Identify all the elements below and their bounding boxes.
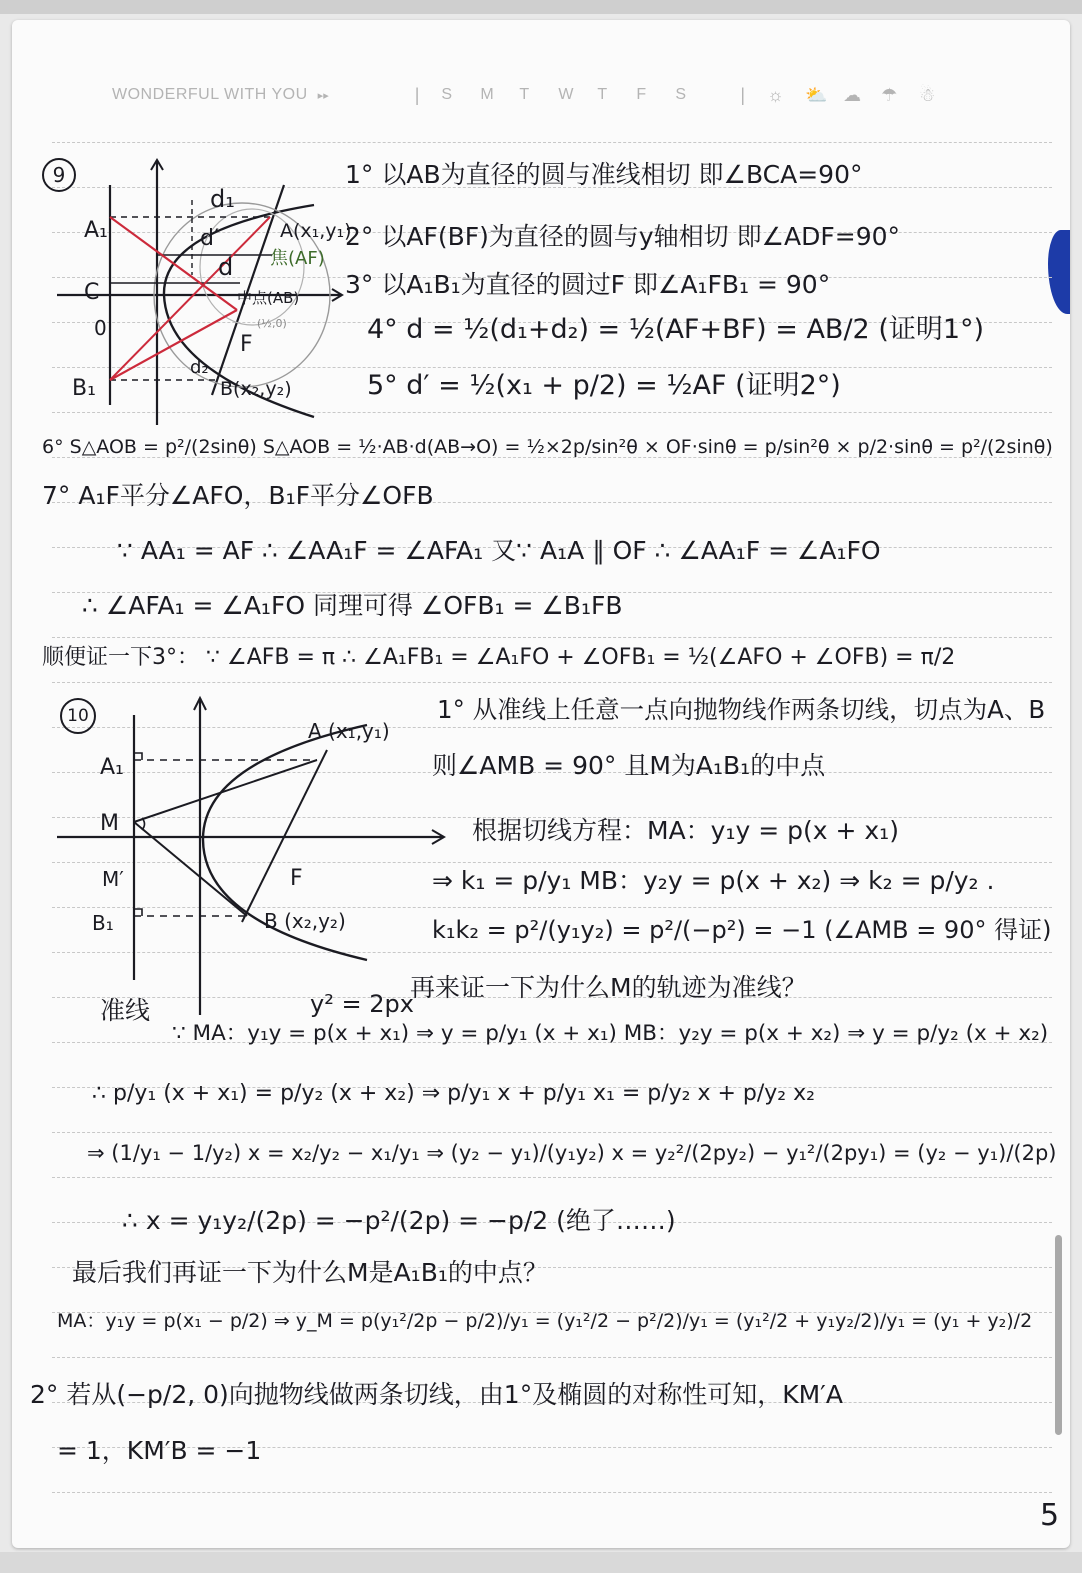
tangent-ma <box>134 760 317 822</box>
section-10-number: 10 <box>60 698 96 734</box>
day-wed: W <box>558 86 574 103</box>
label-b: B(x₂,y₂) <box>220 378 292 400</box>
section-10-line-14: = 1，KM′B = −1 <box>57 1436 262 1465</box>
page-number: 5 <box>1040 1498 1060 1533</box>
section-10-line-8: ∴ p/y₁ (x + x₁) = p/y₂ (x + x₂) ⇒ p/y₁ x + p/y₁ x₁ = p/y₂ x + p/y₂ x₂ <box>92 1081 815 1106</box>
section-9-line-8: ∵ AA₁ = AF ∴ ∠AA₁F = ∠AFA₁ 又∵ A₁A ∥ OF ∴ ∠AA₁F = ∠A₁FO <box>117 536 881 565</box>
label-a: A (x₁,y₁) <box>308 719 390 743</box>
label-directrix: 准线 <box>100 996 151 1025</box>
red-line-b1f <box>110 310 237 380</box>
section-9-line-1: 1° 以AB为直径的圆与准线相切 即∠BCA=90° <box>345 160 863 189</box>
label-d2: d₂ <box>190 357 209 378</box>
ruled-line <box>52 1492 1052 1493</box>
bottom-bar <box>0 1552 1082 1573</box>
section-9-line-6: 6° S△AOB = p²/(2sinθ) S△AOB = ½·AB·d(AB→O) = ½×2p/sin²θ × OF·sinθ = p/sin²θ × p/2·sinθ = p²/(2sinθ) <box>42 436 1053 458</box>
section-9-line-9: ∴ ∠AFA₁ = ∠A₁FO 同理可得 ∠OFB₁ = ∠B₁FB <box>82 591 623 620</box>
cloud-sun-icon: ⛅ <box>805 84 828 105</box>
ruled-line <box>52 1357 1052 1358</box>
snowman-icon: ☃ <box>919 84 936 105</box>
day-sat: S <box>675 86 687 103</box>
day-tue: T <box>519 86 530 103</box>
label-a: A(x₁,y₁) <box>280 220 352 242</box>
label-d: d <box>218 253 234 281</box>
label-mprime: M′ <box>102 867 124 891</box>
right-angle-a1 <box>134 753 142 760</box>
label-f: F <box>240 332 253 357</box>
right-angle-b1 <box>134 909 142 916</box>
section-9-line-3: 3° 以A₁B₁为直径的圆过F 即∠A₁FB₁ = 90° <box>345 270 831 299</box>
header-arrows: ▸▸ <box>317 89 329 102</box>
day-thu: T <box>597 86 608 103</box>
ruled-line <box>52 142 1052 143</box>
section-10-line-1: 1° 从准线上任意一点向抛物线作两条切线，切点为A、B <box>437 695 1046 724</box>
label-o: 0 <box>94 316 107 340</box>
section-9-number: 9 <box>42 158 76 192</box>
label-m: M <box>100 811 119 836</box>
section-10-line-13: 2° 若从(−p/2, 0)向抛物线做两条切线，由1°及椭圆的对称性可知，KM′A <box>30 1380 843 1409</box>
section-9-line-4: 4° d = ½(d₁+d₂) = ½(AF+BF) = AB/2 (证明1°) <box>367 314 985 345</box>
section-10-line-11: 最后我们再证一下为什么M是A₁B₁的中点？ <box>72 1258 548 1287</box>
label-c: C <box>84 280 100 305</box>
section-10-line-3: 根据切线方程：MA：y₁y = p(x + x₁) <box>472 816 899 845</box>
section-10-line-7: ∵ MA：y₁y = p(x + x₁) ⇒ y = p/y₁ (x + x₁) MB：y₂y = p(x + x₂) ⇒ y = p/y₂ (x + x₂) <box>172 1021 1049 1046</box>
label-mid-note: 中点(AB) <box>237 289 300 307</box>
header-separator-2: | <box>740 84 746 105</box>
top-bar <box>0 0 1082 14</box>
section-10-line-4: ⇒ k₁ = p/y₁ MB：y₂y = p(x + x₂) ⇒ k₂ = p/y₂ . <box>432 866 995 895</box>
label-b1: B₁ <box>92 911 114 935</box>
section-10-line-5: k₁k₂ = p²/(y₁y₂) = p²/(−p²) = −1 (∠AMB = 90° 得证) <box>432 916 1052 944</box>
parabola-focal-chord-figure <box>52 155 352 435</box>
label-b: B (x₂,y₂) <box>264 909 346 933</box>
ink-blot <box>1048 230 1070 314</box>
section-10-line-10: ∴ x = y₁y₂/(2p) = −p²/(2p) = −p/2 (绝了……) <box>122 1206 676 1235</box>
label-a1: A₁ <box>84 218 108 243</box>
ruled-line <box>52 682 1052 683</box>
header-brand: WONDERFUL WITH YOU <box>112 86 308 103</box>
section-10-line-12: MA：y₁y = p(x₁ − p/2) ⇒ y_M = p(y₁²/2p − p/2)/y₁ = (y₁²/2 − p²/2)/y₁ = (y₁²/2 + y₁y₂/2)/y₁ = (y₁ + y₂)/2 <box>57 1310 1033 1332</box>
label-d1: d₁ <box>210 185 235 213</box>
scrollbar[interactable] <box>1055 1235 1062 1435</box>
label-f: F <box>290 866 303 891</box>
section-9-line-5: 5° d′ = ½(x₁ + p/2) = ½AF (证明2°) <box>367 370 841 401</box>
label-b1: B₁ <box>72 376 96 401</box>
section-9-line-7: 7° A₁F平分∠AFO，B₁F平分∠OFB <box>42 481 434 510</box>
parabola-tangent-figure <box>52 690 452 1020</box>
ruled-line <box>52 1177 1052 1178</box>
notebook-page <box>12 20 1070 1548</box>
page-header <box>112 82 957 108</box>
day-sun: S <box>441 86 453 103</box>
section-10-line-6: 再来证一下为什么M的轨迹为准线？ <box>410 973 807 1002</box>
label-equation: y² = 2px <box>310 990 414 1018</box>
section-10-line-9: ⇒ (1/y₁ − 1/y₂) x = x₂/y₂ − x₁/y₁ ⇒ (y₂ − y₁)/(y₁y₂) x = y₂²/(2py₂) − y₁²/(2py₁) = (y₂ − y₁)/(2p) <box>87 1141 1057 1165</box>
section-10-line-2: 则∠AMB = 90° 且M为A₁B₁的中点 <box>432 751 826 780</box>
umbrella-icon: ☂ <box>881 84 898 105</box>
label-scribble: (½,0) <box>257 317 287 330</box>
ruled-line <box>52 1132 1052 1133</box>
day-mon: M <box>480 86 494 103</box>
label-focus-note: 焦(AF) <box>270 248 325 269</box>
angle-mark-m <box>142 818 145 830</box>
ruled-line <box>52 637 1052 638</box>
label-a1: A₁ <box>100 755 124 780</box>
section-9-line-10: 顺便证一下3°： ∵ ∠AFB = π ∴ ∠A₁FB₁ = ∠A₁FO + ∠OFB₁ = ½(∠AFO + ∠OFB) = π/2 <box>42 645 956 670</box>
cloud-icon: ☁ <box>843 84 862 105</box>
header-separator: | <box>414 84 420 105</box>
label-dprime: d′ <box>200 226 219 251</box>
sun-icon: ☼ <box>767 84 784 105</box>
day-fri: F <box>636 86 647 103</box>
section-9-line-2: 2° 以AF(BF)为直径的圆与y轴相切 即∠ADF=90° <box>345 222 901 251</box>
